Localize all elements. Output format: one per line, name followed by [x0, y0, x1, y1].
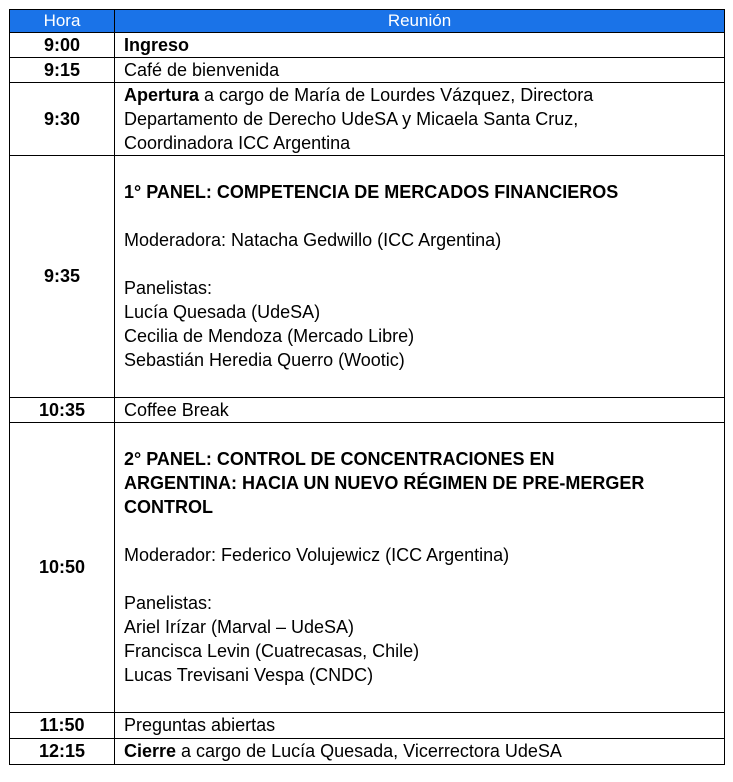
row-description: [115, 739, 725, 765]
panelist: Lucía Quesada (UdeSA): [124, 302, 321, 322]
table-row: [10, 713, 725, 739]
row-text-line: Coordinadora ICC Argentina: [124, 133, 351, 153]
row-description: Café de bienvenida: [115, 58, 725, 83]
table-row: [10, 33, 725, 58]
panel-moderator: Moderador: Federico Volujewicz (ICC Argentina): [124, 545, 510, 565]
row-time: 11:50: [10, 713, 115, 739]
row-time: 9:30: [10, 83, 115, 156]
panelist: Francisca Levin (Cuatrecasas, Chile): [124, 641, 420, 661]
panel-title: CONTROL: [124, 497, 213, 517]
row-description: [115, 423, 725, 713]
panelists-label: Panelistas:: [124, 593, 213, 613]
row-time: 10:35: [10, 398, 115, 423]
table-row: [10, 83, 725, 156]
row-description: Preguntas abiertas: [115, 713, 725, 739]
table-row: [10, 423, 725, 713]
column-header-hora: Hora: [10, 10, 115, 33]
row-description: [115, 33, 725, 58]
agenda-table: [9, 9, 725, 765]
row-text-line: a cargo de María de Lourdes Vázquez, Directora: [199, 85, 594, 105]
panel-title: 2° PANEL: CONTROL DE CONCENTRACIONES EN: [124, 449, 555, 469]
panel-title: ARGENTINA: HACIA UN NUEVO RÉGIMEN DE PRE-MERGER: [124, 473, 645, 493]
panel-title: 1° PANEL: COMPETENCIA DE MERCADOS FINANCIEROS: [124, 182, 619, 202]
panelist: Ariel Irízar (Marval – UdeSA): [124, 617, 355, 637]
row-description: Coffee Break: [115, 398, 725, 423]
row-time: 9:15: [10, 58, 115, 83]
panelist: Sebastián Heredia Querro (Wootic): [124, 350, 405, 370]
row-time: 10:50: [10, 423, 115, 713]
row-text-line: Departamento de Derecho UdeSA y Micaela Santa Cruz,: [124, 109, 579, 129]
panelist: Cecilia de Mendoza (Mercado Libre): [124, 326, 415, 346]
row-description: [115, 156, 725, 398]
panelists-label: Panelistas:: [124, 278, 213, 298]
row-description: [115, 83, 725, 156]
panelist: Lucas Trevisani Vespa (CNDC): [124, 665, 374, 685]
row-time: 9:00: [10, 33, 115, 58]
row-bold-text: Apertura: [124, 85, 200, 105]
table-row: [10, 156, 725, 398]
table-header-row: [10, 10, 725, 33]
row-text: a cargo de Lucía Quesada, Vicerrectora UdeSA: [176, 741, 562, 761]
column-header-reunion: Reunión: [115, 10, 725, 33]
row-bold-text: Ingreso: [124, 35, 190, 55]
panel-moderator: Moderadora: Natacha Gedwillo (ICC Argentina): [124, 230, 502, 250]
table-row: [10, 739, 725, 765]
table-row: [10, 398, 725, 423]
row-bold-text: Cierre: [124, 741, 177, 761]
row-time: 12:15: [10, 739, 115, 765]
table-row: [10, 58, 725, 83]
row-time: 9:35: [10, 156, 115, 398]
